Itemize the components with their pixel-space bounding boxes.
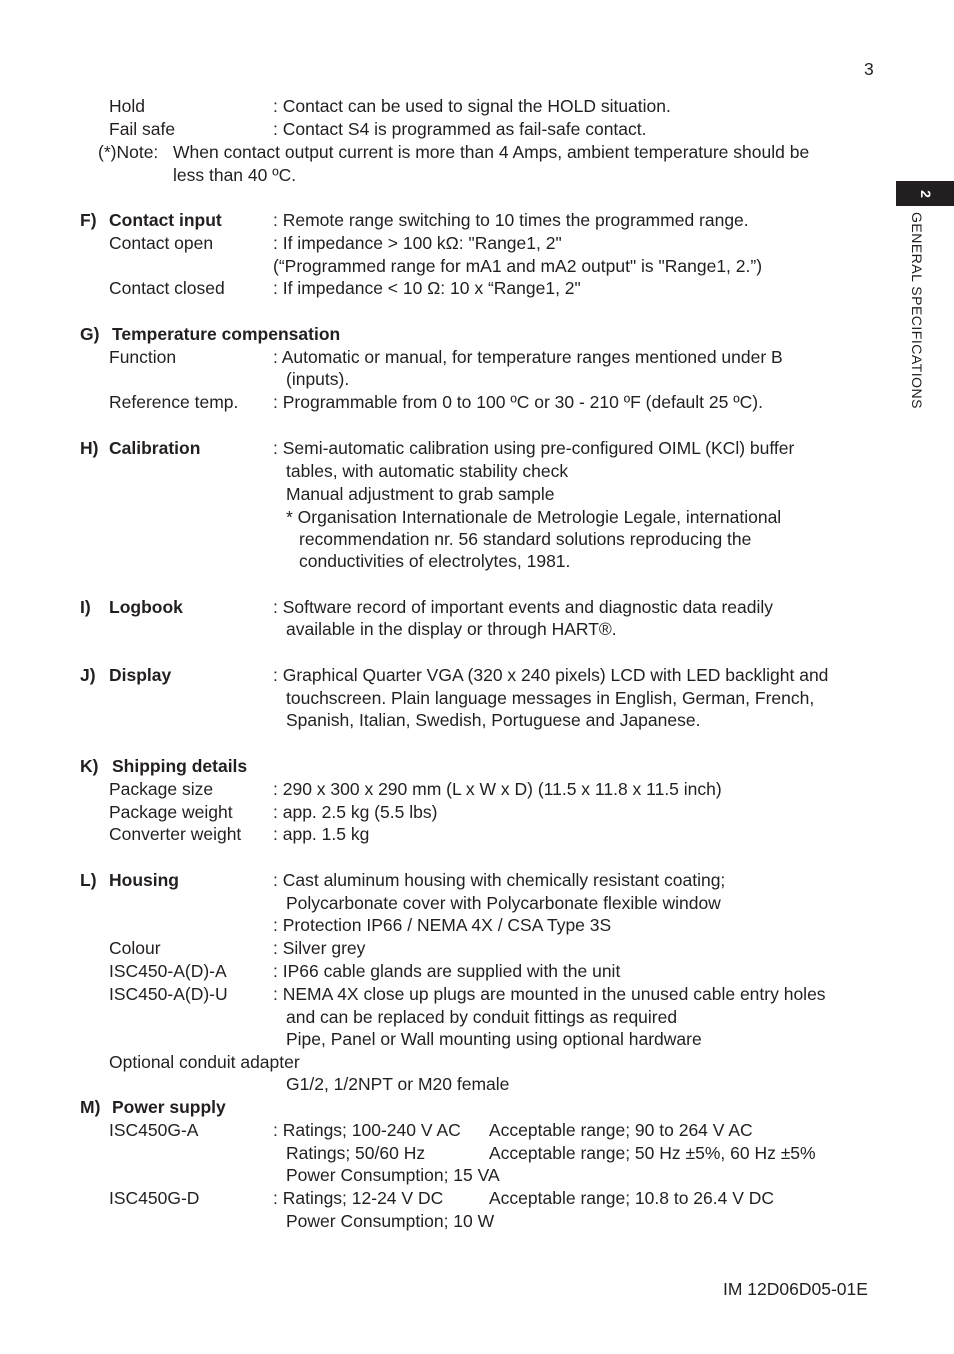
package-weight-label: Package weight bbox=[109, 802, 233, 822]
isc450-u-label: ISC450-A(D)-U bbox=[109, 984, 228, 1004]
section-k-letter: K) bbox=[80, 756, 99, 776]
chapter-label: GENERAL SPECIFICATIONS bbox=[909, 212, 925, 409]
isc450g-a-rating-1: : Ratings; 100-240 V AC bbox=[273, 1120, 461, 1140]
package-size-value: : 290 x 300 x 290 mm (L x W x D) (11.5 x 11.8 x 11.5 inch) bbox=[273, 779, 722, 799]
logbook-line-1: : Software record of important events and diagnostic data readily bbox=[273, 597, 773, 617]
document-id: IM 12D06D05-01E bbox=[723, 1279, 868, 1299]
housing-line-2: Polycarbonate cover with Polycarbonate flexible window bbox=[286, 893, 721, 913]
calibration-footnote-2: recommendation nr. 56 standard solutions reproducing the bbox=[299, 529, 752, 549]
calibration-line-1: : Semi-automatic calibration using pre-configured OIML (KCl) buffer bbox=[273, 438, 795, 458]
page-number: 3 bbox=[864, 59, 874, 79]
calibration-footnote-3: conductivities of electrolytes, 1981. bbox=[299, 551, 571, 571]
function-label: Function bbox=[109, 347, 177, 367]
failsafe-value: : Contact S4 is programmed as fail-safe contact. bbox=[273, 119, 647, 139]
display-line-3: Spanish, Italian, Swedish, Portuguese and Japanese. bbox=[286, 710, 701, 730]
section-k-title: Shipping details bbox=[112, 756, 248, 776]
section-i-title: Logbook bbox=[109, 597, 183, 617]
function-value-1: : Automatic or manual, for temperature ranges mentioned under B bbox=[273, 347, 783, 367]
isc450g-d-label: ISC450G-D bbox=[109, 1188, 200, 1208]
display-line-2: touchscreen. Plain language messages in English, German, French, bbox=[286, 688, 815, 708]
section-l-letter: L) bbox=[80, 870, 97, 890]
isc450g-d-power: Power Consumption; 10 W bbox=[286, 1211, 495, 1231]
section-h-title: Calibration bbox=[109, 438, 201, 458]
package-size-label: Package size bbox=[109, 779, 214, 799]
colour-value: : Silver grey bbox=[273, 938, 366, 958]
contact-open-label: Contact open bbox=[109, 233, 214, 253]
function-value-2: (inputs). bbox=[286, 369, 350, 389]
isc450g-a-label: ISC450G-A bbox=[109, 1120, 199, 1140]
display-line-1: : Graphical Quarter VGA (320 x 240 pixels) LCD with LED backlight and bbox=[273, 665, 829, 685]
failsafe-label: Fail safe bbox=[109, 119, 176, 139]
reference-temp-value: : Programmable from 0 to 100 ºC or 30 - 210 ºF (default 25 ºC). bbox=[273, 392, 763, 412]
calibration-line-2: tables, with automatic stability check bbox=[286, 461, 569, 481]
section-f-title: Contact input bbox=[109, 210, 222, 230]
housing-protection: : Protection IP66 / NEMA 4X / CSA Type 3S bbox=[273, 915, 612, 935]
logbook-line-2: available in the display or through HART®. bbox=[286, 619, 617, 639]
housing-line-1: : Cast aluminum housing with chemically resistant coating; bbox=[273, 870, 726, 890]
section-f-letter: F) bbox=[80, 210, 97, 230]
section-m-title: Power supply bbox=[112, 1097, 226, 1117]
package-weight-value: : app. 2.5 kg (5.5 lbs) bbox=[273, 802, 438, 822]
note-label: (*)Note: bbox=[98, 142, 159, 162]
note-line-1: When contact output current is more than 4 Amps, ambient temperature should be bbox=[173, 142, 810, 162]
section-g-title: Temperature compensation bbox=[112, 324, 341, 344]
hold-value: : Contact can be used to signal the HOLD situation. bbox=[273, 96, 671, 116]
contact-open-value: : If impedance > 100 kΩ: "Range1, 2" bbox=[273, 233, 562, 253]
contact-closed-label: Contact closed bbox=[109, 278, 225, 298]
isc450-u-value-1: : NEMA 4X close up plugs are mounted in the unused cable entry holes bbox=[273, 984, 826, 1004]
section-i-letter: I) bbox=[80, 597, 91, 617]
isc450-u-value-2: and can be replaced by conduit fittings as required bbox=[286, 1007, 678, 1027]
section-g-letter: G) bbox=[80, 324, 100, 344]
isc450g-a-rating-2: Ratings; 50/60 Hz bbox=[286, 1143, 426, 1163]
section-m-letter: M) bbox=[80, 1097, 101, 1117]
note-line-2: less than 40 ºC. bbox=[173, 165, 297, 185]
section-f-value: : Remote range switching to 10 times the programmed range. bbox=[273, 210, 749, 230]
chapter-number: 2 bbox=[918, 190, 934, 198]
isc450-a-value: : IP66 cable glands are supplied with the unit bbox=[273, 961, 621, 981]
isc450-a-label: ISC450-A(D)-A bbox=[109, 961, 227, 981]
calibration-footnote-1: * Organisation Internationale de Metrologie Legale, international bbox=[286, 507, 782, 527]
isc450g-d-rating: : Ratings; 12-24 V DC bbox=[273, 1188, 444, 1208]
converter-weight-value: : app. 1.5 kg bbox=[273, 824, 370, 844]
isc450g-a-power: Power Consumption; 15 VA bbox=[286, 1165, 500, 1185]
conduit-adapter-label: Optional conduit adapter bbox=[109, 1052, 300, 1072]
isc450g-a-range-1: Acceptable range; 90 to 264 V AC bbox=[489, 1120, 753, 1140]
section-j-title: Display bbox=[109, 665, 172, 685]
converter-weight-label: Converter weight bbox=[109, 824, 242, 844]
hold-label: Hold bbox=[109, 96, 145, 116]
conduit-adapter-value: G1/2, 1/2NPT or M20 female bbox=[286, 1074, 510, 1094]
section-h-letter: H) bbox=[80, 438, 99, 458]
isc450-u-value-3: Pipe, Panel or Wall mounting using optional hardware bbox=[286, 1029, 702, 1049]
reference-temp-label: Reference temp. bbox=[109, 392, 239, 412]
colour-label: Colour bbox=[109, 938, 161, 958]
section-l-title: Housing bbox=[109, 870, 179, 890]
contact-closed-value: : If impedance < 10 Ω: 10 x “Range1, 2" bbox=[273, 278, 581, 298]
section-j-letter: J) bbox=[80, 665, 96, 685]
isc450g-d-range: Acceptable range; 10.8 to 26.4 V DC bbox=[489, 1188, 775, 1208]
calibration-line-3: Manual adjustment to grab sample bbox=[286, 484, 555, 504]
isc450g-a-range-2: Acceptable range; 50 Hz ±5%, 60 Hz ±5% bbox=[489, 1143, 816, 1163]
contact-open-value-2: (“Programmed range for mA1 and mA2 output" is "Range1, 2.”) bbox=[273, 256, 763, 276]
